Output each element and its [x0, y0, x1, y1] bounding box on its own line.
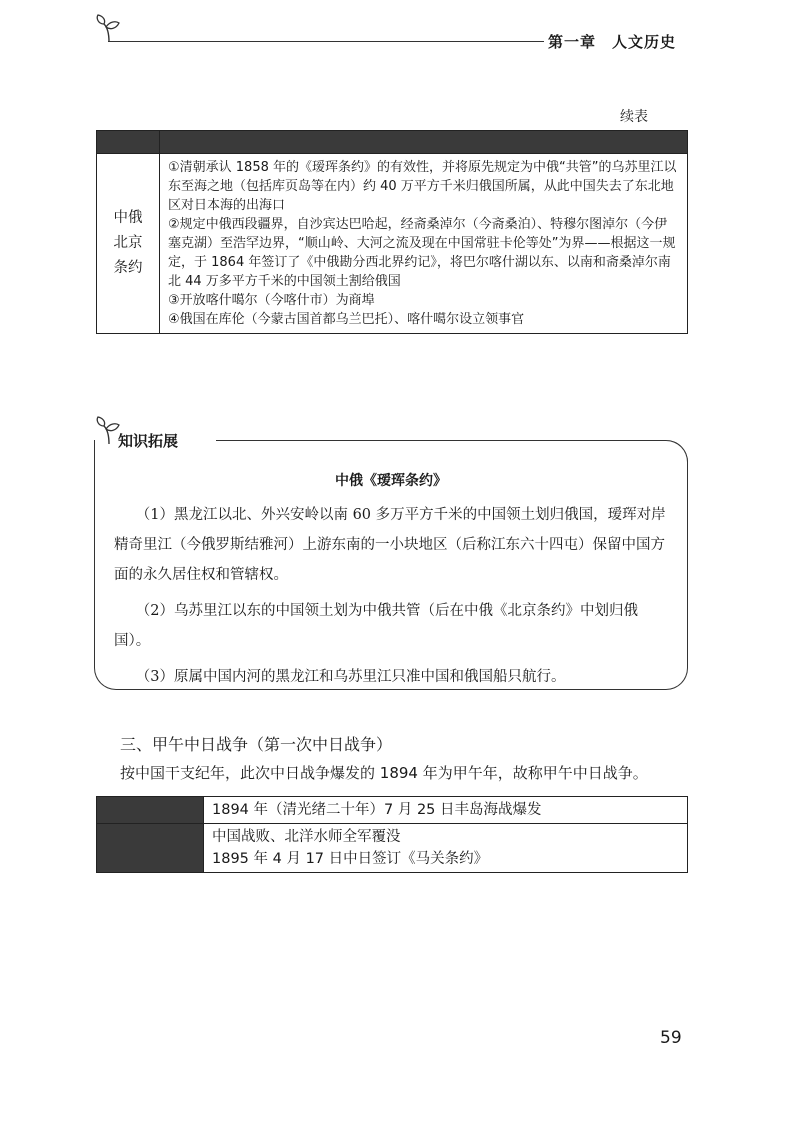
table-continued-label: 续表	[620, 109, 648, 125]
treaty-row	[97, 154, 688, 334]
treaty-table-header-content	[160, 131, 688, 154]
war-row-value	[204, 797, 688, 824]
war-row	[97, 797, 688, 824]
treaty-table	[96, 130, 688, 334]
treaty-table-header-name	[97, 131, 160, 154]
treaty-table-header-row	[97, 131, 688, 154]
chapter-title: 第一章 人文历史	[548, 33, 677, 51]
war-row-line: 1895 年 4 月 17 日中日签订《马关条约》	[212, 851, 489, 867]
knowledge-box-label: 知识拓展	[118, 432, 179, 450]
war-row	[97, 824, 688, 873]
page-number: 59	[660, 1028, 682, 1048]
treaty-name-cell	[97, 154, 160, 334]
knowledge-paragraph: （1）黑龙江以北、外兴安岭以南 60 多万平方千米的中国领土划归俄国，瑷珲对岸精奇里江（今俄罗斯结雅河）上游东南的一小块地区（后称江东六十四屯）保留中国方面的永久居住权和管辖权。	[114, 507, 666, 583]
war-row-line: 1894 年（清光绪二十年）7 月 25 日丰岛海战爆发	[212, 802, 542, 818]
knowledge-box-body	[114, 500, 672, 698]
treaty-name-line: 北京	[113, 235, 143, 251]
section-heading: 三、甲午中日战争（第一次中日战争）	[120, 735, 393, 754]
knowledge-box-title: 中俄《瑷珲条约》	[335, 473, 447, 489]
section-intro: 按中国干支纪年，此次中日战争爆发的 1894 年为甲午年，故称甲午中日战争。	[120, 764, 648, 782]
war-row-label	[97, 797, 204, 824]
knowledge-box-rule	[216, 440, 656, 441]
treaty-item: ②规定中俄西段疆界，自沙宾达巴哈起，经斋桑淖尔（今斋桑泊）、特穆尔图淖尔（今伊塞克湖）至浩罕边界，“顺山岭、大河之流及现在中国常驻卡伦等处”为界——根据这一规定，于 1864 年签订了《中俄勘分西北界约记》，将巴尔喀什湖以东、以南和斋桑淖尔南北 44 万多平方千米的中国领土割给俄国	[168, 217, 676, 289]
knowledge-box-corner	[656, 440, 688, 470]
war-row-line: 中国战败、北洋水师全军覆没	[212, 829, 401, 845]
knowledge-paragraph: （2）乌苏里江以东的中国领土划为中俄共管（后在中俄《北京条约》中划归俄国）。	[114, 603, 638, 649]
treaty-item: ①清朝承认 1858 年的《瑷珲条约》的有效性，并将原先规定为中俄“共管”的乌苏里江以东至海之地（包括库页岛等在内）约 40 万平方千米归俄国所属，从此中国失去了东北地区对日本海的出海口	[168, 160, 677, 213]
war-row-value	[204, 824, 688, 873]
treaty-item: ③开放喀什噶尔（今喀什市）为商埠	[168, 293, 375, 308]
treaty-content-cell	[160, 154, 688, 334]
treaty-item: ④俄国在库伦（今蒙古国首都乌兰巴托）、喀什噶尔设立领事官	[168, 312, 525, 327]
treaty-name-line: 中俄	[113, 210, 143, 226]
war-table	[96, 796, 688, 873]
treaty-name-line: 条约	[113, 260, 143, 276]
header-rule	[108, 41, 544, 42]
knowledge-paragraph: （3）原属中国内河的黑龙江和乌苏里江只准中国和俄国船只航行。	[135, 669, 566, 685]
war-row-label	[97, 824, 204, 873]
